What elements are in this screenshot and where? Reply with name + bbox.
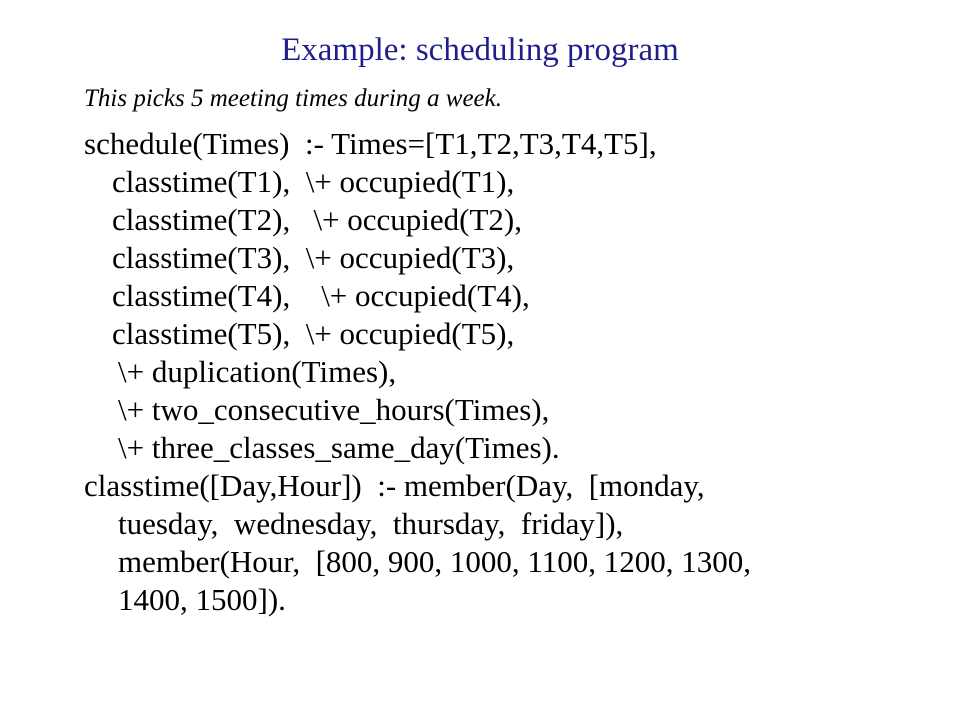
code-line: schedule(Times) :- Times=[T1,T2,T3,T4,T5], [84, 126, 657, 161]
code-line: \+ three_classes_same_day(Times). [118, 430, 560, 465]
code-line: member(Hour, [800, 900, 1000, 1100, 1200, 1300, [118, 544, 752, 579]
code-line: classtime(T2), \+ occupied(T2), [112, 202, 523, 237]
slide-subtitle: This picks 5 meeting times during a week. [84, 85, 502, 112]
code-line: tuesday, wednesday, thursday, friday]), [118, 506, 624, 541]
code-line: \+ two_consecutive_hours(Times), [118, 392, 550, 427]
slide-title: Example: scheduling program [281, 32, 679, 68]
code-line: classtime(T5), \+ occupied(T5), [112, 316, 515, 351]
code-line: classtime(T1), \+ occupied(T1), [112, 164, 515, 199]
code-line: classtime(T4), \+ occupied(T4), [112, 278, 530, 313]
code-line: classtime(T3), \+ occupied(T3), [112, 240, 515, 275]
code-line: 1400, 1500]). [118, 582, 286, 617]
code-line: \+ duplication(Times), [118, 354, 397, 389]
code-block [0, 121, 960, 617]
code-line: classtime([Day,Hour]) :- member(Day, [monday, [84, 468, 705, 503]
